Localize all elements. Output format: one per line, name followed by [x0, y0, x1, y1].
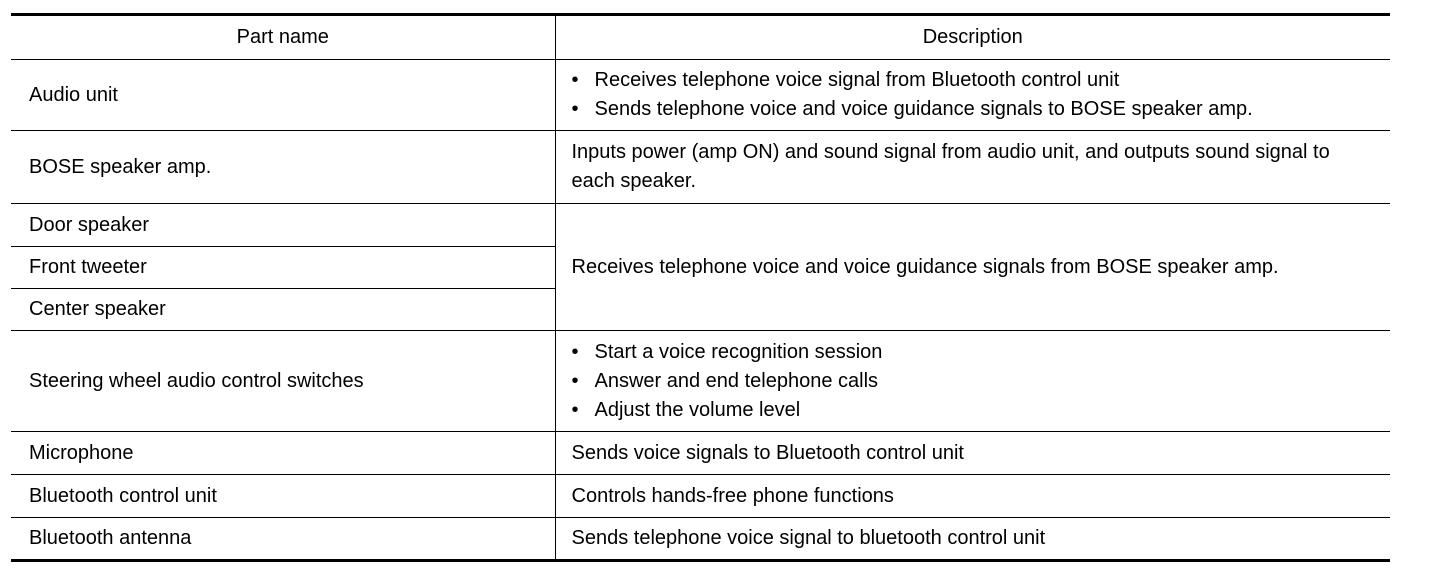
table-row-bluetooth-antenna: [11, 518, 1390, 561]
description-bullet-list: [572, 66, 1379, 124]
part-name-cell: Center speaker: [11, 289, 555, 331]
table-row-microphone: [11, 432, 1390, 475]
bullet-item: [572, 396, 1379, 425]
bullet-item: [572, 95, 1379, 124]
bullet-icon: •: [571, 340, 579, 363]
bullet-item: [572, 66, 1379, 95]
description-cell-merged: [555, 204, 1390, 331]
part-name-cell: Front tweeter: [11, 247, 555, 289]
description-cell: [555, 60, 1390, 131]
part-name-cell: Bluetooth antenna: [11, 518, 555, 561]
bullet-icon: •: [571, 69, 579, 91]
description-cell: Controls hands-free phone functions: [555, 475, 1390, 518]
parts-description-table: [11, 13, 1390, 562]
table-row-bose-speaker-amp: [11, 131, 1390, 204]
table-body: [11, 60, 1390, 561]
table-row-door-speaker: [11, 204, 1390, 247]
bullet-icon: •: [571, 369, 579, 392]
part-name-cell: Audio unit: [11, 60, 555, 131]
bullet-icon: •: [571, 98, 579, 120]
description-bullet-list: [572, 338, 1379, 425]
bullet-item: [572, 338, 1379, 367]
bullet-icon: •: [571, 398, 579, 421]
bullet-text: Receives telephone voice signal from Bluetooth control unit: [594, 69, 1120, 91]
bullet-item: [572, 367, 1379, 396]
part-name-cell: Microphone: [11, 432, 555, 475]
description-cell: Inputs power (amp ON) and sound signal from audio unit, and outputs sound signal to each speaker.: [555, 131, 1390, 204]
part-name-cell: Steering wheel audio control switches: [11, 331, 555, 432]
table-row-audio-unit: [11, 60, 1390, 131]
bullet-text: Sends telephone voice and voice guidance signals to BOSE speaker amp.: [594, 98, 1253, 120]
header-row: [11, 15, 1390, 60]
description-text: Receives telephone voice and voice guidance signals from BOSE speaker amp.: [571, 255, 1279, 278]
part-name-cell: Door speaker: [11, 204, 555, 247]
part-name-cell: Bluetooth control unit: [11, 475, 555, 518]
table-row-bluetooth-control-unit: [11, 475, 1390, 518]
description-cell: Sends telephone voice signal to bluetooth control unit: [555, 518, 1390, 561]
description-cell: [555, 331, 1390, 432]
part-name-cell: BOSE speaker amp.: [11, 131, 555, 204]
header-part-name: Part name: [11, 15, 555, 60]
bullet-text: Adjust the volume level: [594, 398, 801, 421]
table-header: [11, 15, 1390, 60]
bullet-text: Start a voice recognition session: [594, 340, 883, 363]
header-description: Description: [555, 15, 1390, 60]
table-row-steering-switches: [11, 331, 1390, 432]
description-cell: Sends voice signals to Bluetooth control unit: [555, 432, 1390, 475]
bullet-text: Answer and end telephone calls: [594, 369, 879, 392]
